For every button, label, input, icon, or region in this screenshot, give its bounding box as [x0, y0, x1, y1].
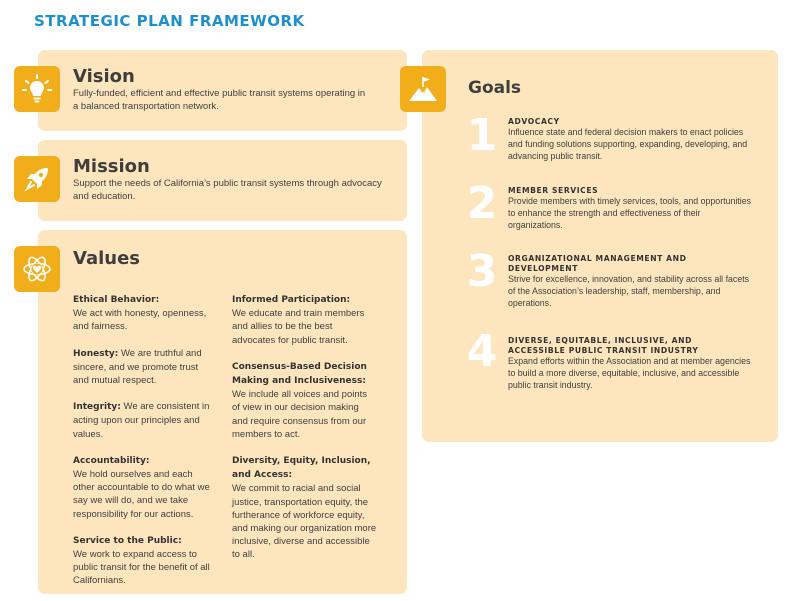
goal-text: Strive for excellence, innovation, and stability across all facets of the Association’s leadership, staff, membership, and operations.: [508, 274, 750, 308]
value-text: We are consistent in acting upon our principles and values.: [73, 401, 210, 440]
value-heading: Service to the Public:: [73, 535, 182, 546]
goal-text: Expand efforts within the Association and at member agencies to build a more diverse, equitable, inclusive, and accessible public transit industry.: [508, 356, 751, 390]
value-text: We commit to racial and social justice, transportation equity, the furtherance of workforce equity, and making our organization more inclusive, diverse and accessible to all.: [232, 483, 377, 561]
goal-item: [508, 117, 752, 162]
value-item: [73, 400, 215, 441]
mountain-flag-icon: [400, 66, 446, 112]
goal-heading: DIVERSE, EQUITABLE, INCLUSIVE, AND ACCESSIBLE PUBLIC TRANSIT INDUSTRY: [508, 336, 699, 355]
value-text: We educate and train members and allies to be the best advocates for public transit.: [232, 308, 365, 346]
value-text: We work to expand access to public transit for the benefit of all Californians.: [73, 549, 210, 587]
value-heading: Diversity, Equity, Inclusion, and Access:: [232, 456, 371, 481]
goal-item: [508, 254, 752, 309]
goal-number: 4: [466, 326, 498, 377]
goal-text: Provide members with timely services, tools, and opportunities to enhance the strength and effectiveness of their organizations.: [508, 196, 751, 230]
value-item: [73, 534, 215, 588]
value-heading: Integrity:: [73, 402, 121, 413]
value-heading: Accountability:: [73, 455, 150, 466]
value-heading: Ethical Behavior:: [73, 295, 160, 305]
value-text: We hold ourselves and each other accountable to do what we say we will do, and we take responsibility for our actions.: [73, 469, 210, 520]
values-left-column: [73, 293, 215, 601]
page-title: STRATEGIC PLAN FRAMEWORK: [34, 12, 305, 30]
mission-description: Support the needs of California’s public transit systems through advocacy and education.: [73, 178, 382, 202]
mission-title: Mission: [73, 156, 150, 177]
heart-atom-icon: [14, 246, 60, 292]
value-item: [73, 293, 215, 334]
value-heading: Consensus-Based Decision Making and Inclusiveness:: [232, 361, 367, 387]
goal-heading: ORGANIZATIONAL MANAGEMENT AND DEVELOPMENT: [508, 254, 687, 273]
value-item: [232, 454, 377, 562]
goal-heading: MEMBER SERVICES: [508, 186, 599, 195]
values-right-column: [232, 293, 377, 575]
value-item: [232, 293, 377, 347]
value-text: We act with honesty, openness, and fairness.: [73, 308, 207, 333]
goal-item: [508, 336, 752, 391]
value-item: [232, 360, 377, 441]
value-heading: Informed Participation:: [232, 295, 351, 305]
goal-number: 2: [466, 178, 498, 229]
value-item: [73, 347, 215, 388]
goal-text: Influence state and federal decision makers to enact policies and funding solutions supporting, expanding, developing, and advancing public transit.: [508, 127, 748, 161]
value-text: We are truthful and sincere, and we promote trust and mutual respect.: [73, 347, 202, 387]
vision-description: Fully-funded, efficient and effective public transit systems operating in a balanced transportation network.: [73, 88, 366, 112]
rocket-icon: [14, 156, 60, 202]
value-item: [73, 454, 215, 521]
lightbulb-icon: [14, 66, 60, 112]
goal-heading: ADVOCACY: [508, 117, 560, 126]
goal-number: 1: [466, 110, 498, 161]
vision-title: Vision: [73, 66, 135, 87]
value-heading: Honesty:: [73, 348, 119, 359]
value-text: We include all voices and points of view in our decision making and require consensus from our members to act.: [232, 389, 368, 440]
goal-number: 3: [466, 246, 498, 297]
values-title: Values: [73, 248, 140, 269]
goals-title: Goals: [468, 78, 522, 98]
goal-item: [508, 186, 752, 231]
